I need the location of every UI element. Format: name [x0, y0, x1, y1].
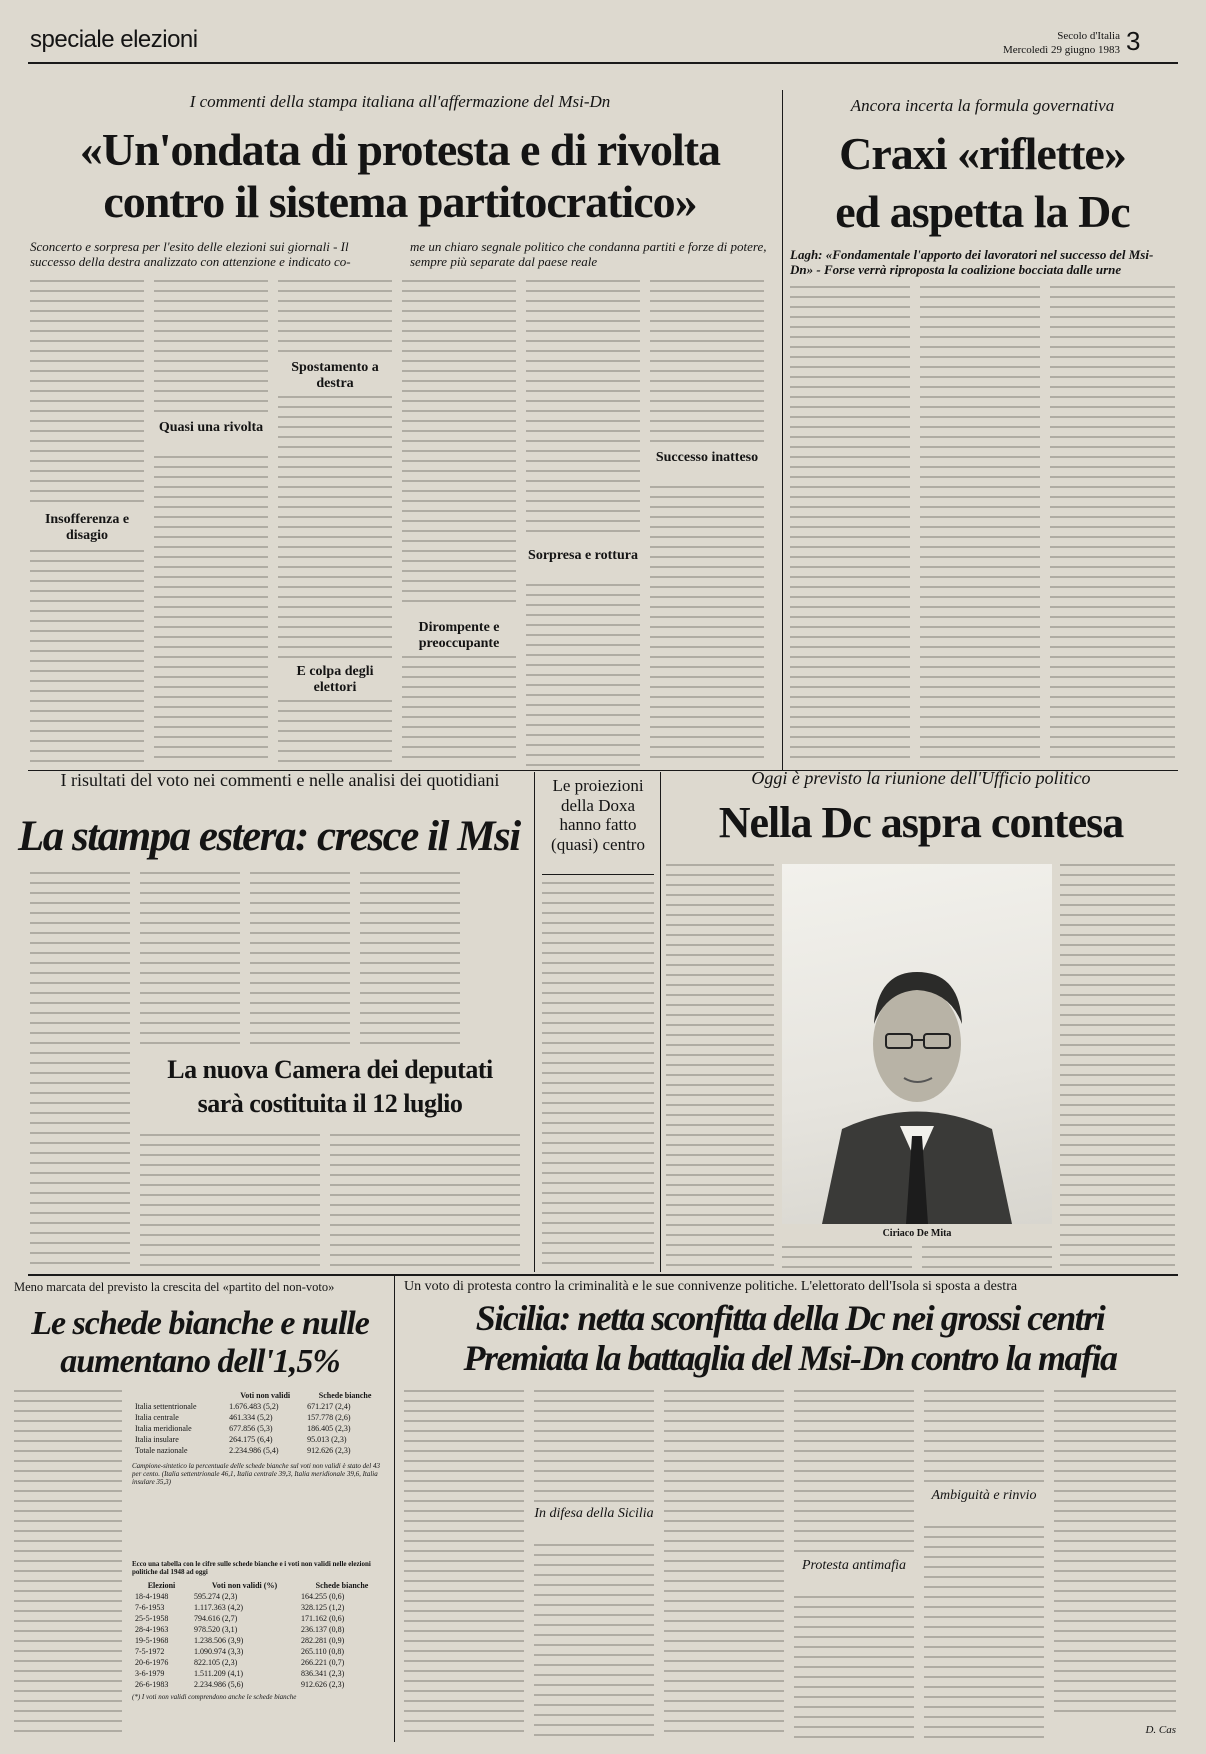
table-note: Campione-sintetico la percentuale delle schede bianche sul voti non validi è stato del 43 per cento. (Italia settentrionale 46,1, Italia centrale 39,3, Italia meridionale 39,6, Italia insulare 35,3) — [132, 1462, 380, 1487]
text-column — [1054, 1390, 1176, 1720]
portrait-illustration — [782, 864, 1052, 1224]
table-header-row — [132, 1390, 386, 1401]
section-rule — [28, 1274, 1178, 1276]
text-column — [140, 1134, 320, 1270]
table-cell: 978.520 (3,1) — [194, 1625, 238, 1635]
subhead-successo: Successo inatteso — [655, 450, 759, 465]
text-column — [278, 280, 392, 360]
text-column — [1050, 286, 1175, 766]
table-cell: 265.110 (0,8) — [300, 1647, 344, 1657]
table-cell: 26-6-1983 — [135, 1680, 169, 1690]
text-column — [140, 872, 240, 1050]
text-column — [526, 280, 640, 538]
text-column — [650, 486, 764, 766]
subhead-difesa: In difesa della Sicilia — [534, 1506, 654, 1521]
text-column — [30, 872, 130, 1272]
subhead-spostamento: Spostamento a destra — [291, 360, 379, 392]
column-header: Voti non validi (%) — [211, 1581, 278, 1591]
table-row — [132, 1679, 386, 1690]
box-doxa-rule — [542, 874, 654, 875]
table-cell: 7-6-1953 — [135, 1603, 165, 1613]
story-schede-headline-2: aumentano dell'1,5% — [60, 1343, 340, 1380]
story-craxi-kicker: Ancora incerta la formula governativa — [850, 96, 1115, 115]
publication-date: Mercoledì 29 giugno 1983 — [1002, 44, 1120, 56]
story-camera-headline-1: La nuova Camera dei deputati — [167, 1055, 493, 1084]
table-cell: 164.255 (0,6) — [300, 1592, 345, 1602]
story-main-headline-1: «Un'ondata di protesta e di rivolta — [79, 124, 721, 175]
table-cell: 836.341 (2,3) — [300, 1669, 345, 1679]
text-column — [402, 280, 516, 608]
text-column — [534, 1390, 654, 1502]
table-row — [132, 1613, 386, 1624]
story-craxi-headline-2: ed aspetta la Dc — [835, 186, 1130, 237]
table-cell: 671.217 (2,4) — [307, 1402, 351, 1411]
story-main-deck-2: me un chiaro segnale politico che condanna partiti e forze di potere, sempre più separate dal paese reale — [410, 239, 767, 269]
table-cell: 25-5-1958 — [135, 1614, 169, 1624]
column-header: Elezioni — [147, 1581, 176, 1591]
table-cell: 157.778 (2,6) — [307, 1413, 351, 1422]
story-sicilia-kicker: Un voto di protesta contro la criminalità e le sue connivenze politiche. L'elettorato dell'Isola si sposta a destra — [404, 1279, 1018, 1294]
table-cell: 794.616 (2,7) — [194, 1614, 238, 1624]
table-cell: Italia centrale — [135, 1413, 179, 1422]
table-cell: Totale nazionale — [135, 1446, 188, 1455]
table-row — [132, 1591, 386, 1602]
table-cell: 1.676.483 (5,2) — [229, 1402, 279, 1411]
table-cell: 20-6-1976 — [135, 1658, 169, 1668]
text-column — [14, 1390, 122, 1740]
table-cell: 822.105 (2,3) — [194, 1658, 238, 1668]
table-cell: 266.221 (0,7) — [300, 1658, 345, 1668]
text-column — [1060, 864, 1175, 1268]
table-row — [132, 1624, 386, 1635]
table-row — [132, 1602, 386, 1613]
story-sicilia-headline-2: Premiata la battaglia del Msi-Dn contro la mafia — [463, 1338, 1117, 1378]
subhead-dirompente: Dirompente e preoccupante — [418, 620, 500, 652]
text-column — [154, 280, 268, 418]
table-cell: 1.117.363 (4,2) — [194, 1603, 244, 1613]
column-rule — [394, 1276, 395, 1742]
table-note: (*) I voti non validi comprendono anche le schede bianche — [132, 1693, 297, 1702]
subhead-ambiguita: Ambiguità e rinvio — [931, 1488, 1037, 1503]
table-row — [132, 1401, 386, 1412]
subhead-protesta: Protesta antimafia — [801, 1558, 907, 1573]
column-header: Voti non validi — [240, 1391, 291, 1400]
table-row — [132, 1668, 386, 1679]
subhead-insofferenza: Insofferenza e disagio — [44, 512, 130, 544]
table-cell: 461.334 (5,2) — [229, 1413, 273, 1422]
text-column — [278, 700, 392, 766]
text-column — [664, 1390, 784, 1740]
text-column — [924, 1390, 1044, 1484]
column-rule — [534, 772, 535, 1272]
table-cell: 1.090.974 (3,3) — [194, 1647, 244, 1657]
table-row — [132, 1657, 386, 1668]
table-row — [132, 1646, 386, 1657]
subhead-quasi-rivolta: Quasi una rivolta — [158, 420, 264, 435]
header-rule — [28, 62, 1178, 64]
table-schede-storico — [132, 1560, 386, 1701]
table-cell: 18-4-1948 — [135, 1592, 169, 1602]
table-title: Ecco una tabella con le cifre sulle schede bianche e i voti non validi nelle elezioni politiche dal 1948 ad oggi — [132, 1560, 371, 1577]
text-column — [542, 882, 654, 1270]
table-cell: 328.125 (1,2) — [300, 1603, 345, 1613]
byline: D. Cas — [1145, 1724, 1176, 1736]
subhead-colpa: E colpa degli elettori — [296, 664, 374, 696]
text-column — [402, 656, 516, 766]
text-column — [924, 1526, 1044, 1740]
story-schede-kicker: Meno marcata del previsto la crescita del «partito del non-voto» — [14, 1280, 335, 1294]
table-cell: 264.175 (6,4) — [229, 1435, 273, 1444]
text-column — [404, 1390, 524, 1740]
table-cell: Italia settentrionale — [135, 1402, 197, 1411]
table-row — [132, 1635, 386, 1646]
text-column — [330, 1134, 520, 1270]
table-header-row — [132, 1580, 386, 1591]
subhead-sorpresa: Sorpresa e rottura — [528, 548, 638, 563]
table-cell: 28-4-1963 — [135, 1625, 169, 1635]
story-estera-kicker: I risultati del voto nei commenti e nelle analisi dei quotidiani — [60, 770, 500, 790]
table-cell: 677.856 (5,3) — [229, 1424, 273, 1433]
table-cell: 2.234.986 (5,6) — [194, 1680, 244, 1690]
text-column — [360, 872, 460, 1050]
photo-caption: Ciriaco De Mita — [882, 1228, 952, 1239]
table-cell: 1.511.209 (4,1) — [194, 1669, 244, 1679]
text-column — [534, 1544, 654, 1740]
text-column — [30, 280, 144, 510]
column-rule — [782, 90, 783, 770]
table-cell: 1.238.506 (3,9) — [194, 1636, 244, 1646]
column-header: Schede bianche — [318, 1391, 372, 1400]
publication-name: Secolo d'Italia — [1057, 30, 1120, 42]
text-column — [650, 280, 764, 446]
table-cell: 2.234.986 (5,4) — [229, 1446, 279, 1455]
text-column — [154, 456, 268, 766]
story-estera-headline: La stampa estera: cresce il Msi — [18, 813, 520, 860]
page-number: 3 — [1126, 26, 1141, 56]
photo-de-mita — [782, 864, 1052, 1224]
story-craxi-headline-1: Craxi «riflette» — [839, 128, 1126, 179]
story-dc-headline: Nella Dc aspra contesa — [718, 798, 1124, 847]
table-cell: 186.405 (2,3) — [307, 1424, 351, 1433]
text-column — [250, 872, 350, 1050]
table-cell: 236.137 (0,8) — [300, 1625, 345, 1635]
table-cell: 3-6-1979 — [135, 1669, 165, 1679]
table-cell: 282.281 (0,9) — [300, 1636, 345, 1646]
table-row — [132, 1423, 386, 1434]
table-cell: 912.626 (2,3) — [307, 1446, 351, 1455]
story-craxi-deck: Lagh: «Fondamentale l'apporto dei lavoratori nel successo del Msi-Dn» - Forse verrà riproposta la coalizione bocciata dalle urne — [790, 247, 1154, 277]
story-camera-headline-2: sarà costituita il 12 luglio — [197, 1089, 463, 1118]
story-main-headline-2: contro il sistema partitocratico» — [103, 176, 697, 227]
table-cell: 7-5-1972 — [135, 1647, 165, 1657]
table-cell: 912.626 (2,3) — [300, 1680, 345, 1690]
text-column — [790, 286, 910, 766]
table-cell: 171.162 (0,6) — [300, 1614, 345, 1624]
story-sicilia-headline-1: Sicilia: netta sconfitta della Dc nei grossi centri — [475, 1298, 1105, 1338]
section-label: speciale elezioni — [30, 26, 198, 53]
column-header: Schede bianche — [315, 1581, 369, 1591]
table-row — [132, 1434, 386, 1445]
text-column — [666, 864, 774, 1268]
text-column — [526, 584, 640, 766]
story-dc-kicker: Oggi è previsto la riunione dell'Ufficio politico — [751, 768, 1091, 788]
text-column — [782, 1246, 912, 1270]
table-cell: Italia meridionale — [135, 1424, 192, 1433]
table-row — [132, 1412, 386, 1423]
table-cell: 595.274 (2,3) — [194, 1592, 238, 1602]
table-cell: Italia insulare — [135, 1435, 179, 1444]
table-row — [132, 1445, 386, 1456]
story-schede-headline-1: Le schede bianche e nulle — [31, 1305, 369, 1342]
table-cell: 19-5-1968 — [135, 1636, 169, 1646]
table-schede-territorio — [132, 1390, 386, 1486]
column-rule — [660, 772, 661, 1272]
box-doxa-title: Le proiezioni della Doxa hanno fatto (quasi) centro — [551, 776, 645, 854]
text-column — [922, 1246, 1052, 1270]
story-main-kicker: I commenti della stampa italiana all'affermazione del Msi-Dn — [189, 92, 611, 111]
text-column — [794, 1596, 914, 1740]
text-column — [30, 550, 144, 766]
text-column — [920, 286, 1040, 766]
story-main-deck-1: Sconcerto e sorpresa per l'esito delle elezioni sui giornali - Il successo della destra analizzato con attenzione e indicato co- — [30, 239, 351, 269]
text-column — [794, 1390, 914, 1554]
table-cell: 95.013 (2,3) — [307, 1435, 347, 1444]
text-column — [278, 396, 392, 660]
